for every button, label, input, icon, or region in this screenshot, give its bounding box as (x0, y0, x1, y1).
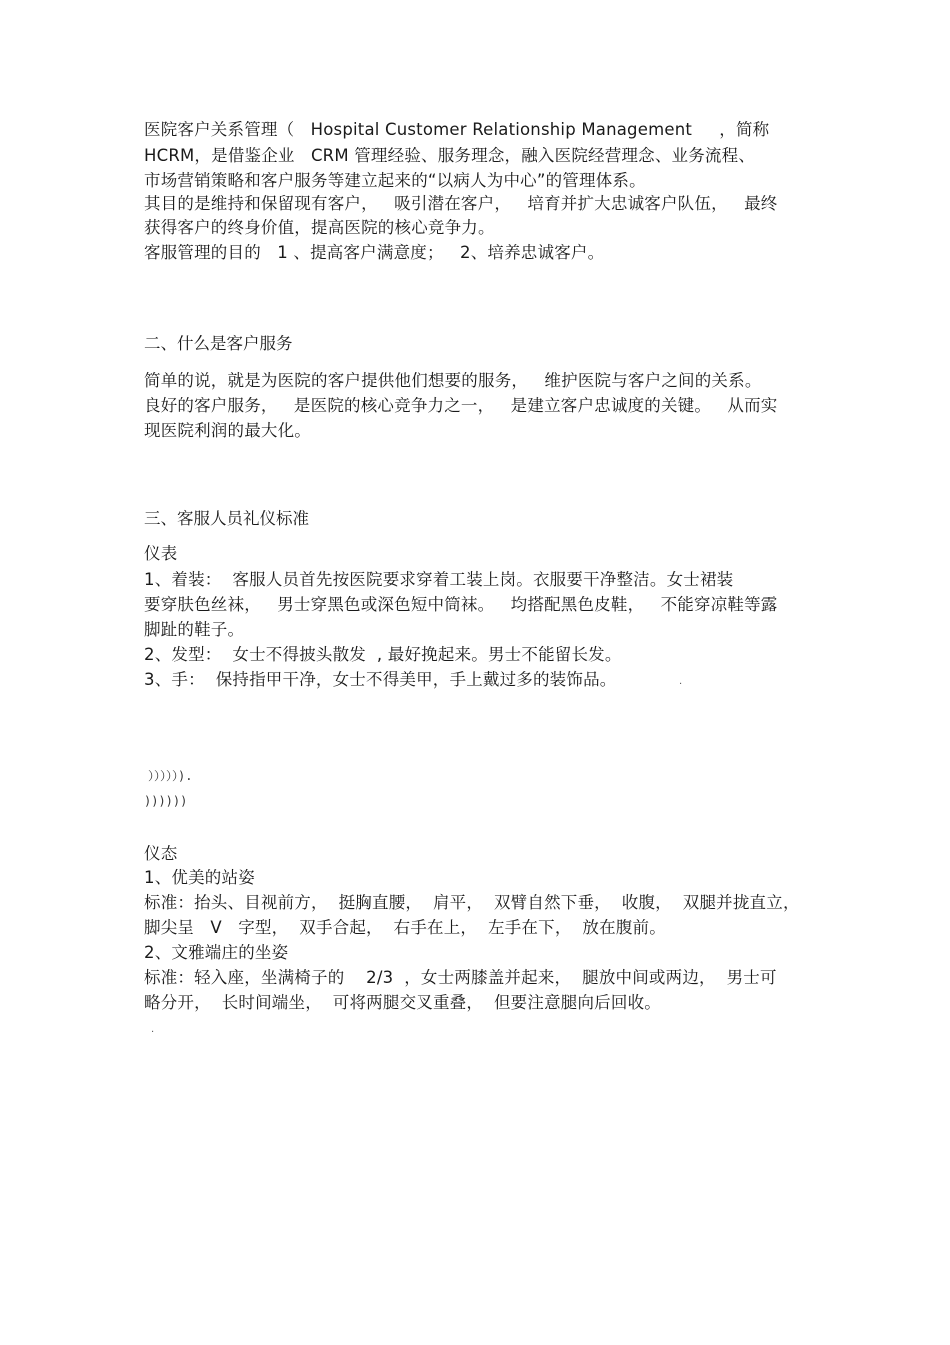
intro-line-1: 医院客户关系管理（ Hospital Customer Relationship Management ，简称 (144, 120, 770, 139)
section-3-heading: 三、客服人员礼仪标准 (144, 509, 309, 528)
posture-line-1: 1、优美的站姿 (144, 868, 255, 887)
intro-line-4: 其目的是维持和保留现有客户， 吸引潜在客户， 培育并扩大忠诚客户队伍， 最终 (144, 194, 778, 213)
appearance-line-1: 1、着装： 客服人员首先按医院要求穿着工装上岗。衣服要干净整洁。女士裙装 (144, 570, 734, 589)
stray-dot-bottom: . (151, 1024, 155, 1035)
appearance-line-5: 3、手： 保持指甲干净，女士不得美甲，手上戴过多的装饰品。 (144, 670, 617, 689)
artifact-line-1: ）））））). (148, 769, 193, 783)
posture-line-4: 2、文雅端庄的坐姿 (144, 943, 289, 962)
intro-line-5: 获得客户的终身价值，提高医院的核心竞争力。 (144, 218, 495, 237)
stray-dot: . (679, 676, 683, 687)
appearance-title: 仪表 (144, 544, 178, 563)
intro-line-3: 市场营销策略和客户服务等建立起来的“以病人为中心”的管理体系。 (144, 171, 646, 190)
section-2-line-1: 简单的说，就是为医院的客户提供他们想要的服务， 维护医院与客户之间的关系。 (144, 371, 762, 390)
posture-line-5: 标准：轻入座，坐满椅子的 2/3 ，女士两膝盖并起来， 腿放中间或两边， 男士可 (144, 968, 777, 987)
appearance-line-2: 要穿肤色丝袜， 男士穿黑色或深色短中筒袜。 均搭配黑色皮鞋， 不能穿凉鞋等露 (144, 595, 778, 614)
appearance-line-4: 2、发型： 女士不得披头散发 , 最好挽起来。男士不能留长发。 (144, 645, 622, 664)
section-2-heading: 二、什么是客户服务 (144, 334, 293, 353)
section-2-line-3: 现医院利润的最大化。 (144, 421, 311, 440)
posture-line-2: 标准：抬头、目视前方， 挺胸直腰， 肩平， 双臂自然下垂， 收腹， 双腿并拢直立， (144, 893, 800, 912)
appearance-line-3: 脚趾的鞋子。 (144, 620, 245, 639)
artifact-line-2: )))))) (144, 794, 188, 808)
section-2-line-2: 良好的客户服务， 是医院的核心竞争力之一， 是建立客户忠诚度的关键。 从而实 (144, 396, 778, 415)
posture-title: 仪态 (144, 844, 178, 863)
posture-line-6: 略分开， 长时间端坐， 可将两腿交叉重叠， 但要注意腿向后回收。 (144, 993, 661, 1012)
intro-line-6: 客服管理的目的 1 、提高客户满意度； 2、培养忠诚客户。 (144, 243, 605, 262)
intro-line-2: HCRM，是借鉴企业 CRM 管理经验、服务理念，融入医院经营理念、业务流程、 (144, 146, 756, 165)
posture-line-3: 脚尖呈 V 字型， 双手合起， 右手在上， 左手在下， 放在腹前。 (144, 918, 666, 937)
